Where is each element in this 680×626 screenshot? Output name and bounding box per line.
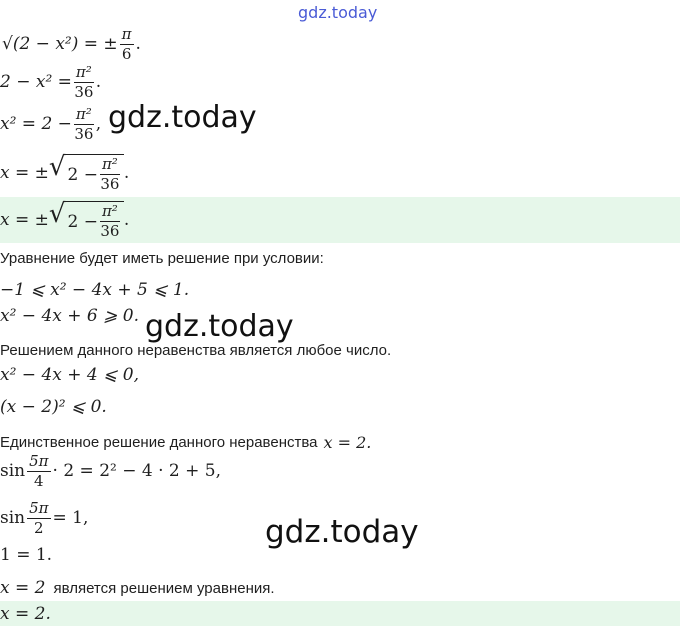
square-root: √ 2 − $\frac{\text{π²}}{36}$ [49,201,124,239]
equation-line-11: sin $\frac{5\pi}{2}$ = 1, [0,498,89,537]
equation-line-12: 1 = 1. [0,545,53,565]
text-condition: Уравнение будет иметь решение при условии: [0,249,324,267]
watermark-2: gdz.today [145,309,294,344]
fraction: $\frac{\text{π²}}{36}$ [74,104,94,143]
square-root: √ 2 − $\frac{\text{π²}}{36}$ [49,154,124,192]
fraction: $\frac{\text{π²}}{36}$ [100,202,120,240]
equation-line-3: x² = 2 − $\frac{\text{π²}}{36}$ , [0,104,102,143]
equation-line-9: (x − 2)² ⩽ 0. [0,397,107,417]
equation-lhs: 2 − x² = [0,72,72,92]
watermark-3: gdz.today [265,514,419,550]
equation-line-10: sin $\frac{5\pi}{4}$ · 2 = 2² − 4 · 2 + 5, [0,451,222,490]
watermark-top: gdz.today [298,3,378,22]
equation-line-8: x² − 4x + 4 ⩽ 0, [0,365,139,385]
watermark-1: gdz.today [108,100,257,135]
equation-line-6: −1 ⩽ x² − 4x + 5 ⩽ 1. [0,280,190,300]
equation-line-1: √(2 − x²) = ± $\frac{\pi}{6}$ . [2,24,141,63]
fraction: $\frac{\text{π²}}{36}$ [74,62,94,101]
text-is-solution: x = 2 является решением уравнения. [0,578,275,598]
fraction: $\frac{5\pi}{2}$ [29,498,49,537]
fraction: $\frac{\pi}{6}$ [121,24,132,63]
fraction: $\frac{5\pi}{4}$ [29,451,49,490]
answer-line-1: x = ± √ 2 − $\frac{\text{π²}}{36}$ . [0,197,680,243]
text-any-number: Решением данного неравенства является любое число. [0,341,392,359]
text-unique-solution: Единственное решение данного неравенства x = 2. [0,432,372,452]
equation-lhs: x = ± [0,163,49,183]
equation-lhs: x² = 2 − [0,114,72,134]
equation-line-7: x² − 4x + 6 ⩾ 0. [0,306,139,326]
fraction: $\frac{\text{π²}}{36}$ [100,155,120,193]
equation-lhs: √(2 − x²) = ± [2,34,118,54]
equation-line-2: 2 − x² = $\frac{\text{π²}}{36}$ . [0,62,102,101]
equation-lhs: x = ± [0,210,49,230]
answer-line-2: x = 2. [0,601,680,626]
equation-line-4: x = ± √ 2 − $\frac{\text{π²}}{36}$ . [0,152,130,193]
